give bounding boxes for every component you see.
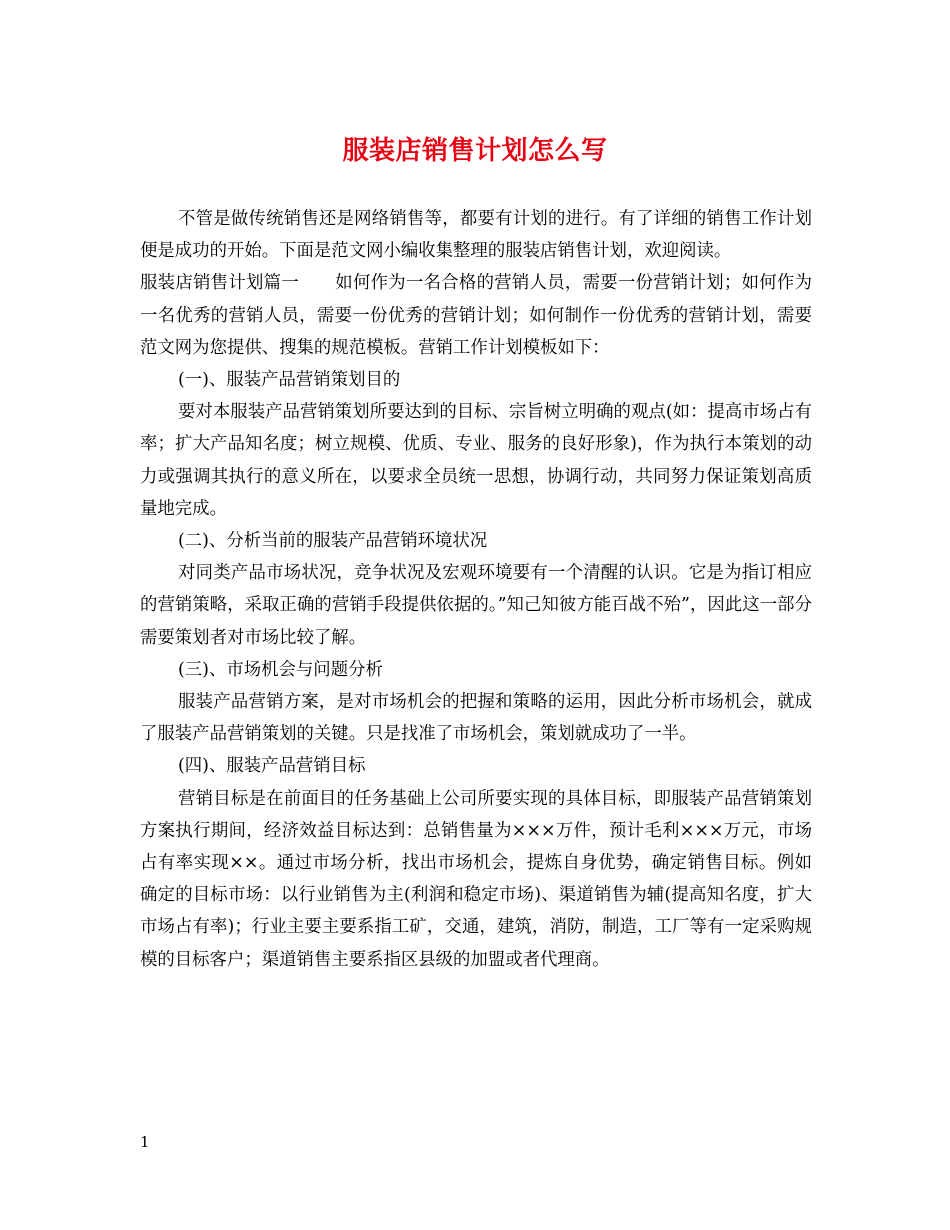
section-body-1: 要对本服装产品营销策划所要达到的目标、宗旨树立明确的观点(如：提高市场占有率；扩大产品知名度；树立规模、优质、专业、服务的良好形象)，作为执行本策划的动力或强调其执行的意义所在，以要求全员统一思想，协调行动，共同努力保证策划高质量地完成。 [140, 402, 812, 519]
section-heading-1: (一)、服装产品营销策划目的 [178, 370, 401, 391]
section-body-4: 营销目标是在前面目的任务基础上公司所要实现的具体目标，即服装产品营销策划方案执行期间，经济效益目标达到：总销售量为×××万件，预计毛利×××万元，市场占有率实现××。通过市场分析，找出市场机会，提炼自身优势，确定销售目标。例如确定的目标市场：以行业销售为主(利润和稳定市场)、渠道销售为辅(提高知名度，扩大市场占有率)；行业主要主要系指工矿，交通，建筑，消防，制造，工厂等有一定采购规模的目标客户；渠道销售主要系指区县级的加盟或者代理商。 [140, 788, 812, 970]
section-intro-text: 如何作为一名合格的营销人员，需要一份营销计划；如何作为一名优秀的营销人员，需要一份优秀的营销计划；如何制作一份优秀的营销计划，需要范文网为您提供、搜集的规范模板。营销工作计划模板如下： [140, 273, 812, 358]
section-heading-4: (四)、服装产品营销目标 [178, 756, 366, 777]
intro-text: 不管是做传统销售还是网络销售等，都要有计划的进行。有了详细的销售工作计划便是成功的开始。下面是范文网小编收集整理的服装店销售计划，欢迎阅读。 [140, 209, 812, 262]
document-title: 服装店销售计划怎么写 [342, 136, 608, 166]
section-label: 服装店销售计划篇一 [140, 273, 299, 294]
section-heading-3: (三)、市场机会与问题分析 [178, 659, 383, 680]
section-body-2: 对同类产品市场状况，竞争状况及宏观环境要有一个清醒的认识。它是为指订相应的营销策略，采取正确的营销手段提供依据的。”知己知彼方能百战不殆”，因此这一部分需要策划者对市场比较了解。 [140, 563, 812, 648]
document-body [140, 203, 812, 976]
section-heading-2: (二)、分析当前的服装产品营销环境状况 [178, 531, 488, 552]
intro-paragraph [140, 203, 812, 267]
page-number: 1 [140, 1133, 150, 1151]
section-body-3: 服装产品营销方案，是对市场机会的把握和策略的运用，因此分析市场机会，就成了服装产品营销策划的关键。只是找准了市场机会，策划就成功了一半。 [140, 692, 812, 745]
section-intro-paragraph [140, 267, 812, 364]
